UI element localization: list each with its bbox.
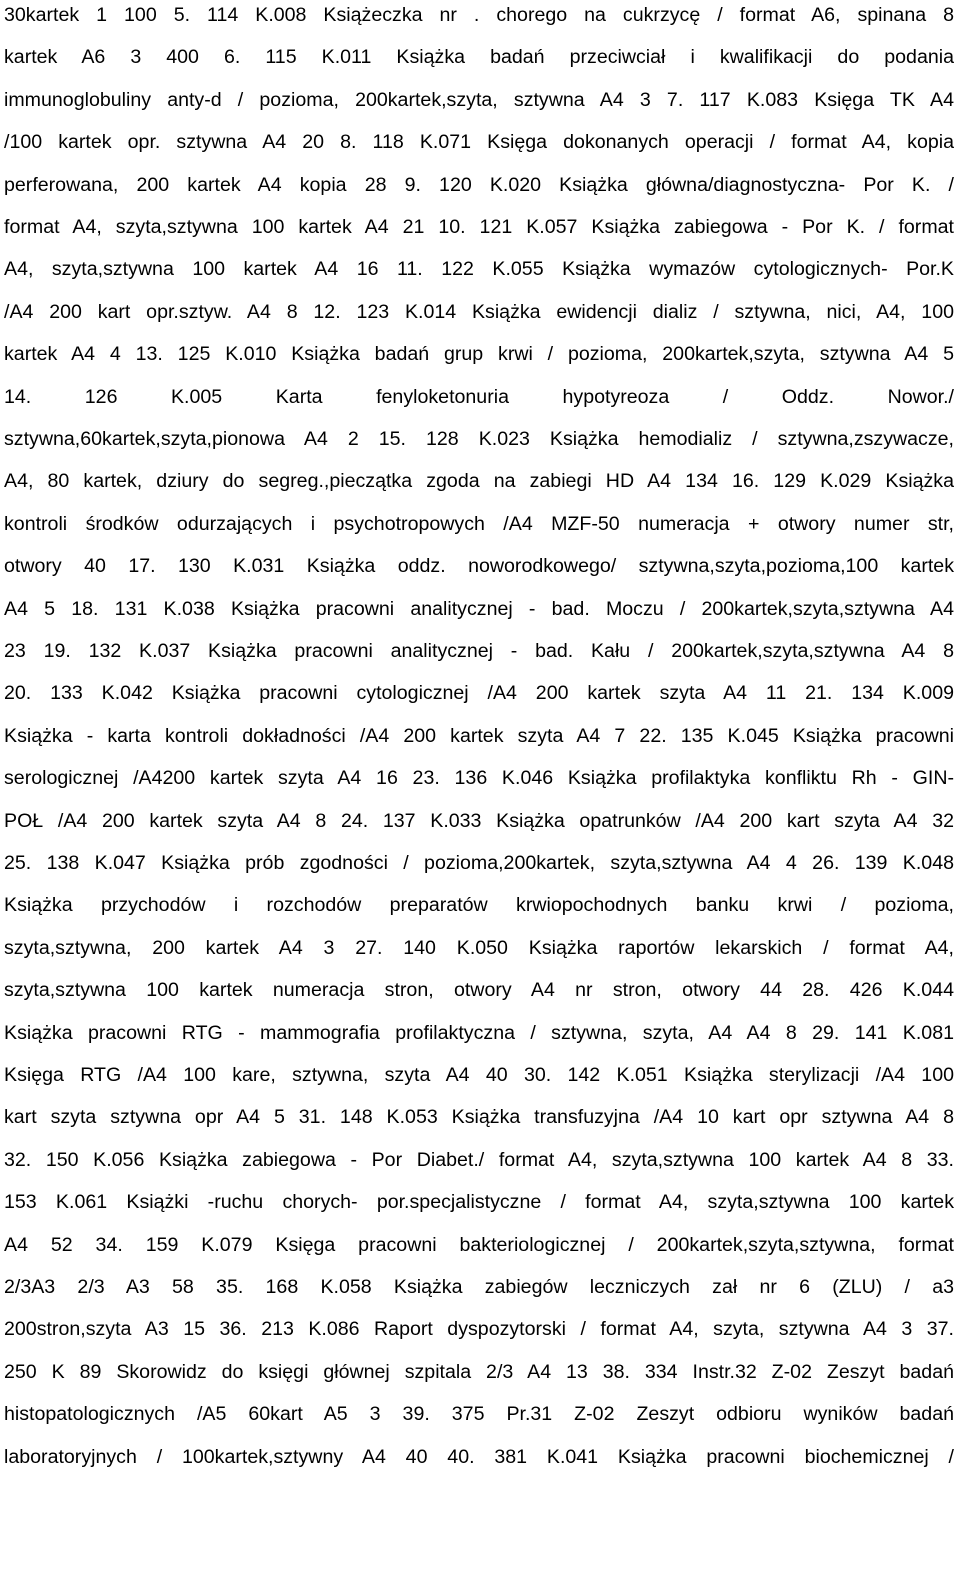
text-line: serologicznej /A4200 kartek szyta A4 16 23. 136 K.046 Książka profilaktyka konfliktu Rh - GIN- [4, 767, 954, 789]
text-line: 200stron,szyta A3 15 36. 213 K.086 Raport dyspozytorski / format A4, szyta, sztywna A4 3 37. [4, 1318, 954, 1340]
text-line: A4, 80 kartek, dziury do segreg.,pieczątka zgoda na zabiegi HD A4 134 16. 129 K.029 Książka [4, 470, 954, 492]
text-line: POŁ /A4 200 kartek szyta A4 8 24. 137 K.033 Książka opatrunków /A4 200 kart szyta A4 32 [4, 810, 954, 832]
text-line: kontroli środków odurzających i psychotropowych /A4 MZF-50 numeracja + otwory numer str, [4, 513, 954, 535]
text-line: otwory 40 17. 130 K.031 Książka oddz. noworodkowego/ sztywna,szyta,pozioma,100 kartek [4, 555, 954, 577]
text-line: 25. 138 K.047 Książka prób zgodności / pozioma,200kartek, szyta,sztywna A4 4 26. 139 K.048 [4, 852, 954, 874]
text-line: Książka pracowni RTG - mammografia profilaktyczna / sztywna, szyta, A4 A4 8 29. 141 K.081 [4, 1022, 954, 1044]
text-line: Książka przychodów i rozchodów preparatów krwiopochodnych banku krwi / pozioma, [4, 894, 954, 916]
text-line: A4 52 34. 159 K.079 Księga pracowni bakteriologicznej / 200kartek,szyta,sztywna, format [4, 1234, 954, 1256]
text-line: 14. 126 K.005 Karta fenyloketonuria hypotyreoza / Oddz. Nowor./ [4, 386, 954, 408]
text-line: 32. 150 K.056 Książka zabiegowa - Por Diabet./ format A4, szyta,sztywna 100 kartek A4 8 33. [4, 1149, 954, 1171]
text-line: /100 kartek opr. sztywna A4 20 8. 118 K.071 Księga dokonanych operacji / format A4, kopia [4, 131, 954, 153]
text-line: 20. 133 K.042 Książka pracowni cytologicznej /A4 200 kartek szyta A4 11 21. 134 K.009 [4, 682, 954, 704]
text-line: immunoglobuliny anty-d / pozioma, 200kartek,szyta, sztywna A4 3 7. 117 K.083 Księga TK A4 [4, 89, 954, 111]
text-line: szyta,sztywna, 200 kartek A4 3 27. 140 K.050 Książka raportów lekarskich / format A4, [4, 937, 954, 959]
text-line: perferowana, 200 kartek A4 kopia 28 9. 120 K.020 Książka główna/diagnostyczna- Por K. / [4, 174, 954, 196]
text-line: format A4, szyta,sztywna 100 kartek A4 21 10. 121 K.057 Książka zabiegowa - Por K. / format [4, 216, 954, 238]
text-line: sztywna,60kartek,szyta,pionowa A4 2 15. 128 K.023 Książka hemodializ / sztywna,zszywacze, [4, 428, 954, 450]
text-line: /A4 200 kart opr.sztyw. A4 8 12. 123 K.014 Książka ewidencji dializ / sztywna, nici, A4, 100 [4, 301, 954, 323]
text-line: kartek A6 3 400 6. 115 K.011 Książka badań przeciwciał i kwalifikacji do podania [4, 46, 954, 68]
text-line: 23 19. 132 K.037 Książka pracowni analitycznej - bad. Kału / 200kartek,szyta,sztywna A4 8 [4, 640, 954, 662]
text-line: 250 K 89 Skorowidz do księgi głównej szpitala 2/3 A4 13 38. 334 Instr.32 Z-02 Zeszyt badań [4, 1361, 954, 1383]
text-line: kart szyta sztywna opr A4 5 31. 148 K.053 Książka transfuzyjna /A4 10 kart opr sztywna A4 8 [4, 1106, 954, 1128]
text-line: 30kartek 1 100 5. 114 K.008 Książeczka nr . chorego na cukrzycę / format A6, spinana 8 [4, 4, 954, 26]
text-line: Księga RTG /A4 100 kare, sztywna, szyta A4 40 30. 142 K.051 Książka sterylizacji /A4 100 [4, 1064, 954, 1086]
text-line: laboratoryjnych / 100kartek,sztywny A4 40 40. 381 K.041 Książka pracowni biochemicznej / [4, 1446, 954, 1468]
text-line: A4, szyta,sztywna 100 kartek A4 16 11. 122 K.055 Książka wymazów cytologicznych- Por.K [4, 258, 954, 280]
text-line: Książka - karta kontroli dokładności /A4 200 kartek szyta A4 7 22. 135 K.045 Książka pracowni [4, 725, 954, 747]
text-line: histopatologicznych /A5 60kart A5 3 39. 375 Pr.31 Z-02 Zeszyt odbioru wyników badań [4, 1403, 954, 1425]
text-line: 153 K.061 Książki -ruchu chorych- por.specjalistyczne / format A4, szyta,sztywna 100 kartek [4, 1191, 954, 1213]
text-line: kartek A4 4 13. 125 K.010 Książka badań grup krwi / pozioma, 200kartek,szyta, sztywna A4 5 [4, 343, 954, 365]
text-line: szyta,sztywna 100 kartek numeracja stron, otwory A4 nr stron, otwory 44 28. 426 K.044 [4, 979, 954, 1001]
text-line: 2/3A3 2/3 A3 58 35. 168 K.058 Książka zabiegów leczniczych zał nr 6 (ZLU) / a3 [4, 1276, 954, 1298]
text-line: A4 5 18. 131 K.038 Książka pracowni analitycznej - bad. Moczu / 200kartek,szyta,sztywna A4 [4, 598, 954, 620]
